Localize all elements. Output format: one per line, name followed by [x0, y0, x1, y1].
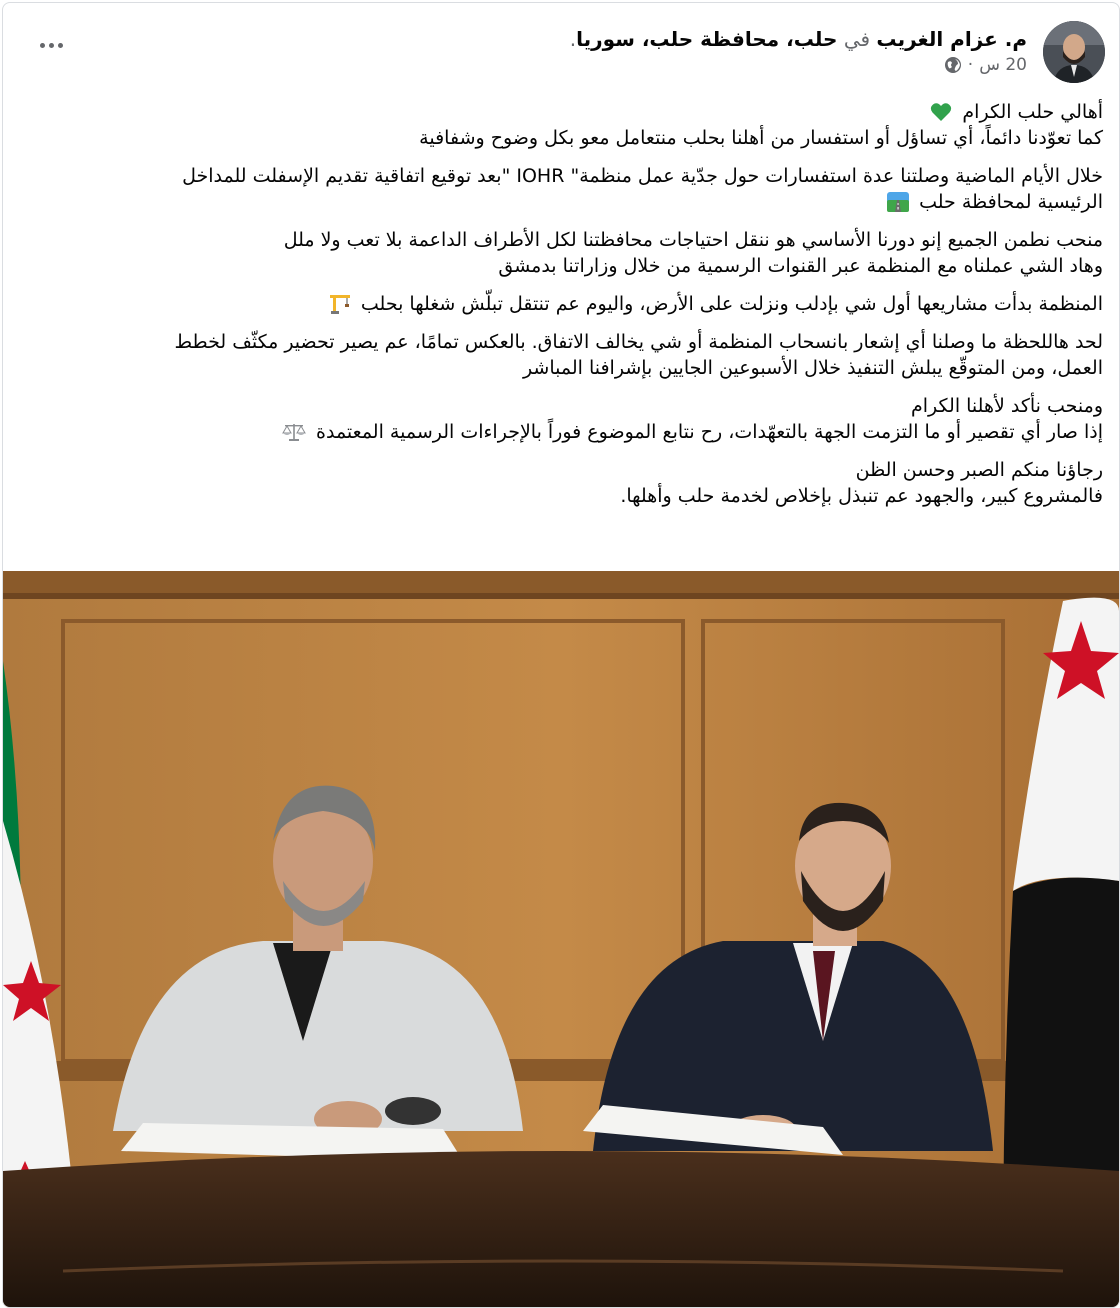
post-meta: [944, 55, 1027, 75]
in-word: في: [843, 27, 871, 51]
paragraph-3-line-1: منحب نطمن الجميع إنو دورنا الأساسي هو ننقل احتياجات محافظتنا لكل الأطراف الداعمة بلا تعب ولا ملل: [283, 229, 1103, 251]
paragraph-6-line-1: ومنحب نأكد لأهلنا الكرام: [911, 395, 1103, 417]
paragraph-7: [63, 457, 1103, 509]
author-avatar[interactable]: [1043, 21, 1105, 83]
paragraph-2: [63, 163, 1103, 215]
paragraph-7-line-1: رجاؤنا منكم الصبر وحسن الظن: [855, 459, 1103, 481]
road-icon: [887, 192, 909, 212]
location-suffix: .: [569, 27, 577, 51]
paragraph-7-line-2: فالمشروع كبير، والجهود عم تنبذل بإخلاص لخدمة حلب وأهلها.: [620, 485, 1103, 507]
green-heart-icon: [930, 102, 952, 122]
post-header: [3, 3, 1119, 93]
paragraph-2-line-2: الرئيسية لمحافظة حلب: [919, 191, 1103, 213]
signing-photo: [3, 571, 1119, 1307]
location-link[interactable]: حلب، محافظة حلب، سوريا: [576, 27, 838, 51]
post-photo[interactable]: [3, 571, 1119, 1307]
paragraph-1-line-2: كما تعوّدنا دائماً، أي تساؤل أو استفسار من أهلنا بحلب منتعامل معو بكل وضوح وشفافية: [419, 127, 1103, 149]
paragraph-3: [63, 227, 1103, 279]
paragraph-1: [63, 99, 1103, 151]
paragraph-6-line-2: إذا صار أي تقصير أو ما التزمت الجهة بالتعهّدات، رح نتابع الموضوع فوراً بالإجراءات الرسمية المعتمدة: [316, 421, 1103, 443]
balance-scale-icon: [282, 422, 306, 442]
paragraph-4-line-1: المنظمة بدأت مشاريعها أول شي بإدلب ونزلت على الأرض، واليوم عم تنتقل تبلّش شغلها بحلب: [360, 293, 1103, 315]
post-body: [63, 99, 1103, 521]
post-card: [2, 2, 1120, 1308]
author-line: [570, 25, 1027, 53]
paragraph-2-line-1: خلال الأيام الماضية وصلتنا عدة استفسارات حول جدّية عمل منظمة" IOHR "بعد توقيع اتفاقية تقديم الإسفلت للمداخل: [182, 165, 1103, 187]
more-options-icon[interactable]: [33, 33, 69, 57]
meta-separator: ·: [967, 55, 974, 75]
globe-icon[interactable]: [944, 56, 962, 74]
paragraph-3-line-2: وهاد الشي عملناه مع المنظمة عبر القنوات الرسمية من خلال وزاراتنا بدمشق: [498, 255, 1103, 277]
desk: [3, 1151, 1119, 1307]
construction-crane-icon: [329, 292, 351, 314]
greeting-text: أهالي حلب الكرام: [962, 101, 1103, 123]
paragraph-5-line-1: لحد هاللحظة ما وصلنا أي إشعار بانسحاب المنظمة أو شي يخالف الاتفاق. بالعكس تمامًا، عم يصير تحضير مكثّف لخطط: [174, 331, 1103, 353]
paragraph-6: [63, 393, 1103, 445]
paragraph-5: [63, 329, 1103, 381]
author-name[interactable]: م. عزام الغريب: [876, 27, 1027, 51]
paragraph-5-line-2: العمل، ومن المتوقّع يبلش التنفيذ خلال الأسبوعين الجايين بإشرافنا المباشر: [522, 357, 1103, 379]
paragraph-4: [63, 291, 1103, 317]
post-time[interactable]: 20 س: [979, 55, 1027, 75]
